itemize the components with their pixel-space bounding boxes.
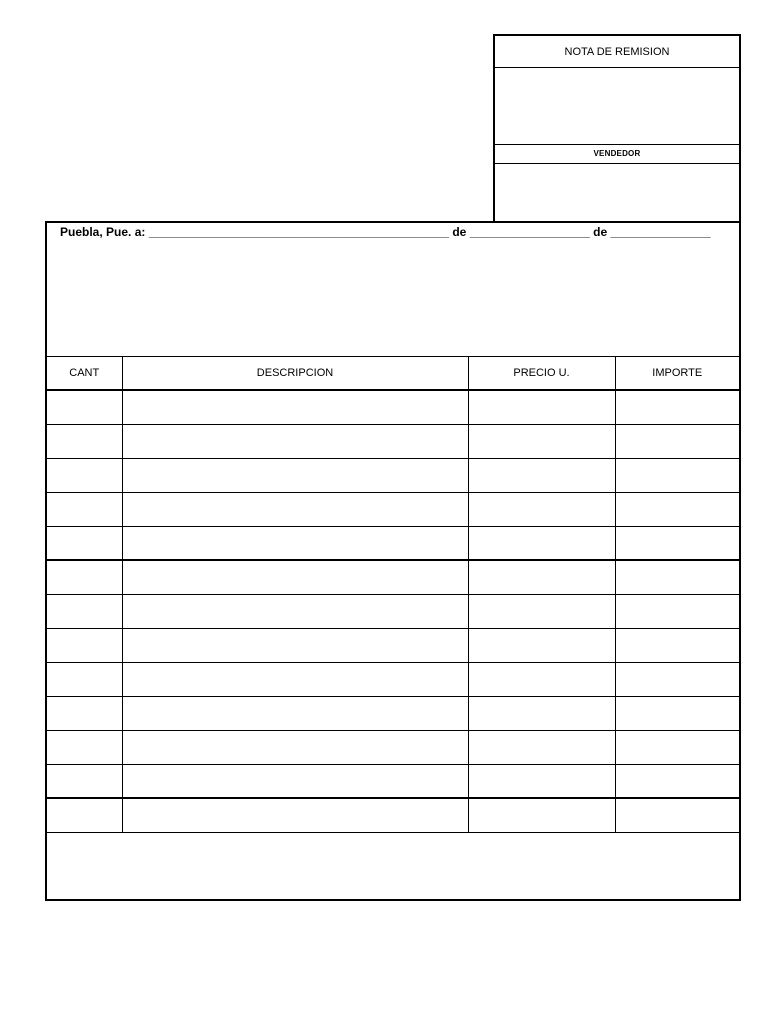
remision-body xyxy=(45,221,741,901)
importe-cell[interactable] xyxy=(615,560,739,594)
importe-cell[interactable] xyxy=(615,594,739,628)
column-header-importe: IMPORTE xyxy=(615,357,739,390)
importe-cell[interactable] xyxy=(615,390,739,424)
table-row xyxy=(47,628,739,662)
precio-cell[interactable] xyxy=(468,526,615,560)
precio-cell[interactable] xyxy=(468,424,615,458)
descripcion-cell[interactable] xyxy=(122,390,468,424)
cant-cell[interactable] xyxy=(47,628,122,662)
vendedor-field[interactable] xyxy=(495,164,739,221)
cant-cell[interactable] xyxy=(47,560,122,594)
precio-cell[interactable] xyxy=(468,628,615,662)
precio-cell[interactable] xyxy=(468,730,615,764)
vendedor-label: VENDEDOR xyxy=(495,145,739,164)
column-header-cant: CANT xyxy=(47,357,122,390)
totals-area[interactable] xyxy=(47,834,739,899)
cant-cell[interactable] xyxy=(47,594,122,628)
column-header-precio: PRECIO U. xyxy=(468,357,615,390)
descripcion-cell[interactable] xyxy=(122,662,468,696)
importe-cell[interactable] xyxy=(615,764,739,798)
precio-cell[interactable] xyxy=(468,492,615,526)
precio-cell[interactable] xyxy=(468,662,615,696)
table-row xyxy=(47,492,739,526)
importe-cell[interactable] xyxy=(615,662,739,696)
descripcion-cell[interactable] xyxy=(122,696,468,730)
cant-cell[interactable] xyxy=(47,662,122,696)
importe-cell[interactable] xyxy=(615,696,739,730)
descripcion-cell[interactable] xyxy=(122,492,468,526)
importe-cell[interactable] xyxy=(615,492,739,526)
cant-cell[interactable] xyxy=(47,764,122,798)
precio-cell[interactable] xyxy=(468,798,615,832)
descripcion-cell[interactable] xyxy=(122,594,468,628)
client-info-area[interactable] xyxy=(47,223,739,357)
importe-cell[interactable] xyxy=(615,526,739,560)
precio-cell[interactable] xyxy=(468,390,615,424)
table-row xyxy=(47,662,739,696)
date-line: Puebla, Pue. a: _____________________________________________ de __________________ de _______________ xyxy=(60,225,711,239)
remision-header-box xyxy=(493,34,741,223)
table-row xyxy=(47,764,739,798)
table-row xyxy=(47,696,739,730)
folio-field[interactable] xyxy=(495,68,739,145)
table-row xyxy=(47,526,739,560)
importe-cell[interactable] xyxy=(615,458,739,492)
descripcion-cell[interactable] xyxy=(122,424,468,458)
precio-cell[interactable] xyxy=(468,560,615,594)
cant-cell[interactable] xyxy=(47,526,122,560)
cant-cell[interactable] xyxy=(47,696,122,730)
table-row xyxy=(47,594,739,628)
table-row xyxy=(47,730,739,764)
descripcion-cell[interactable] xyxy=(122,526,468,560)
items-table xyxy=(47,357,739,833)
precio-cell[interactable] xyxy=(468,594,615,628)
table-header-row xyxy=(47,357,739,390)
column-header-descripcion: DESCRIPCION xyxy=(122,357,468,390)
cant-cell[interactable] xyxy=(47,492,122,526)
table-row xyxy=(47,458,739,492)
document-title: NOTA DE REMISION xyxy=(495,36,739,68)
importe-cell[interactable] xyxy=(615,798,739,832)
descripcion-cell[interactable] xyxy=(122,560,468,594)
descripcion-cell[interactable] xyxy=(122,458,468,492)
precio-cell[interactable] xyxy=(468,764,615,798)
cant-cell[interactable] xyxy=(47,798,122,832)
importe-cell[interactable] xyxy=(615,424,739,458)
descripcion-cell[interactable] xyxy=(122,764,468,798)
cant-cell[interactable] xyxy=(47,458,122,492)
descripcion-cell[interactable] xyxy=(122,798,468,832)
cant-cell[interactable] xyxy=(47,390,122,424)
table-row xyxy=(47,798,739,832)
cant-cell[interactable] xyxy=(47,730,122,764)
importe-cell[interactable] xyxy=(615,628,739,662)
precio-cell[interactable] xyxy=(468,696,615,730)
cant-cell[interactable] xyxy=(47,424,122,458)
importe-cell[interactable] xyxy=(615,730,739,764)
precio-cell[interactable] xyxy=(468,458,615,492)
table-row xyxy=(47,560,739,594)
descripcion-cell[interactable] xyxy=(122,730,468,764)
descripcion-cell[interactable] xyxy=(122,628,468,662)
table-row xyxy=(47,390,739,424)
table-row xyxy=(47,424,739,458)
